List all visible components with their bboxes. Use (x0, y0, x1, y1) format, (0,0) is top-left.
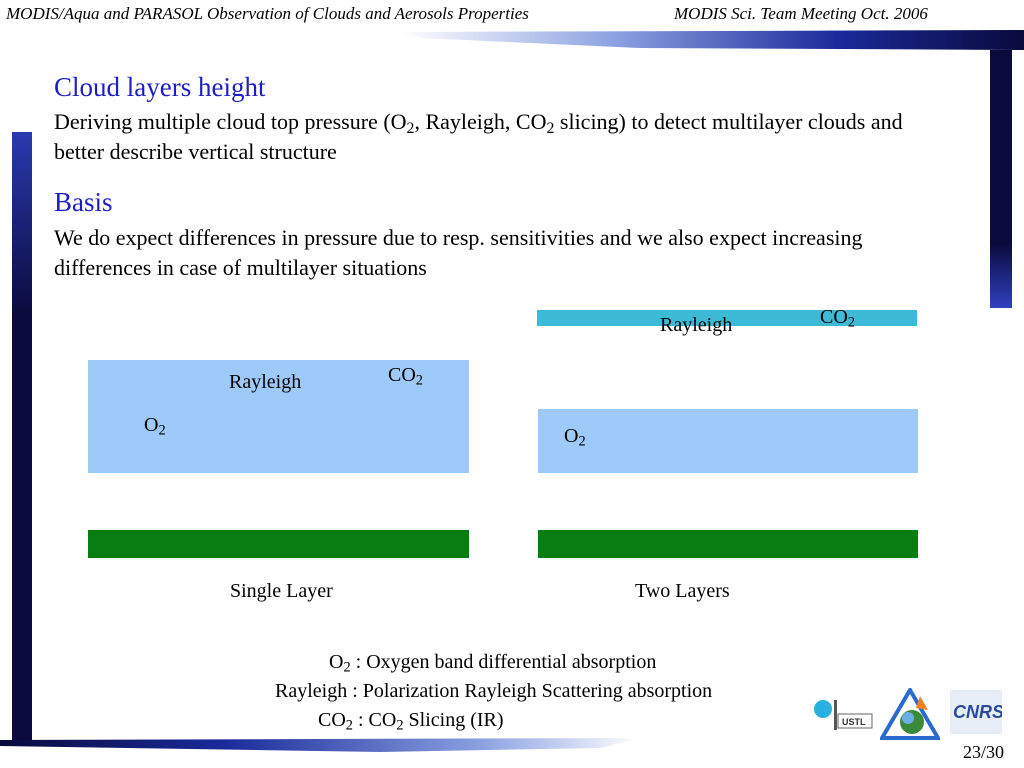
legend-o2: $O_2$ : Oxygen band differential absorption (329, 651, 657, 676)
basis-title: Basis (54, 187, 113, 217)
two-layers-caption: Two Layers (635, 580, 730, 602)
legend-co2: $CO_2$ : $CO_2$ Slicing (IR) (318, 709, 504, 734)
two-layers-co2-label: $CO_2$ (820, 306, 855, 331)
cloud-layers-height-description: Deriving multiple cloud top pressure ($O_2$, Rayleigh, $CO_2$ slicing) to detect multilayer clouds and better describe vertical structure (54, 109, 903, 164)
two-layers-lower-cloud (538, 409, 918, 473)
single-layer-co2-label: $CO_2$ (388, 364, 423, 389)
legend-rayleigh: Rayleigh : Polarization Rayleigh Scattering absorption (275, 680, 713, 702)
svg-text:USTL: USTL (842, 717, 866, 727)
lab-globe-logo (880, 688, 940, 740)
cloud-layers-height-title: Cloud layers height (54, 72, 266, 102)
page-number: 23/30 (963, 742, 1005, 762)
single-layer-ground (88, 530, 469, 558)
basis-description: We do expect differences in pressure due to resp. sensitivities and we also expect increasing differences in case of multilayer situations (54, 225, 863, 280)
svg-text:CNRS: CNRS (953, 702, 1002, 722)
single-layer-rayleigh-label: Rayleigh (229, 371, 302, 393)
two-layers-rayleigh-label: Rayleigh (660, 314, 733, 336)
two-layers-o2-label: $O_2$ (564, 425, 586, 450)
slide-header (6, 4, 928, 24)
single-layer-caption: Single Layer (230, 580, 333, 602)
single-layer-o2-label: $O_2$ (144, 414, 166, 439)
header-right-text: MODIS Sci. Team Meeting Oct. 2006 (674, 4, 928, 23)
ustl-logo (812, 694, 874, 738)
cnrs-logo (950, 690, 1002, 734)
two-layers-ground (538, 530, 918, 558)
header-left-text: MODIS/Aqua and PARASOL Observation of Clouds and Aerosols Properties (6, 4, 529, 23)
